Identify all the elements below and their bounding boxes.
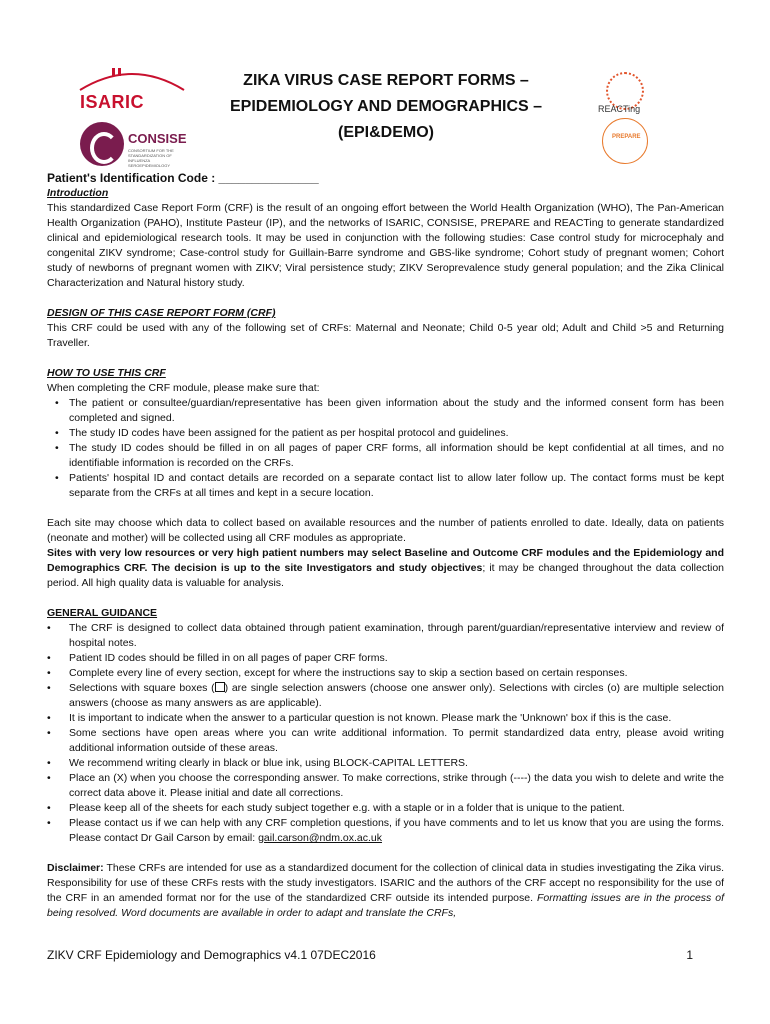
list-item: • The CRF is designed to collect data obtained through patient examination, through parent/guardian/representative interview and review of hospital notes. [47,621,724,651]
footer-doc-name: ZIKV CRF Epidemiology and Demographics v4.1 07DEC2016 [47,948,376,962]
consise-logo-icon [80,122,124,166]
site-choice-bold: Sites with very low resources or very high patient numbers may select Baseline and Outcome CRF modules and the Epidemiology and Demographics CRF. The decision is up to the site Investigators and study objectives; it may be changed throughout the data collection period. All high quality data is valuable for analysis. [47,547,724,589]
design-text: This CRF could be used with any of the following set of CRFs: Maternal and Neonate; Child 0-5 year old; Adult and Child >5 and Returning Traveller. [47,322,724,349]
list-item: • It is important to indicate when the answer to a particular question is not known. Please mark the 'Unknown' box if this is the case. [47,711,724,726]
square-box-icon [215,682,225,692]
guidance-heading: GENERAL GUIDANCE [47,607,158,619]
site-choice-text: Each site may choose which data to collect based on available resources and the number of patients enrolled to date. Ideally, data on patients (neonate and mother) will be collected using all CRF modules as appropriate. [47,517,724,544]
how-to-intro: When completing the CRF module, please make sure that: [47,382,320,394]
how-to-heading: HOW TO USE THIS CRF [47,367,166,379]
list-item: • Please contact us if we can help with any CRF completion questions, if you have comments and to let us know that you are using the forms. Please contact Dr Gail Carson by email: gail.carson@ndm.ox.ac.uk [47,816,724,846]
title-line-3: (EPI&DEMO) [338,124,434,141]
patient-id-field[interactable]: Patient's Identification Code : _______________ [47,171,319,185]
introduction-text: This standardized Case Report Form (CRF) is the result of an ongoing effort between the World Health Organization (WHO), The Pan-American Health Organization (PAHO), Institute Pasteur (IP), and the networks of ISARIC, CONSISE, PREPARE and REACTing to generate standardized clinical and epidemiological research tools. It may be used in conjunction with the following studies: Case control study for microcephaly and congenital ZIKV syndrome; Case-control study for Guillain-Barre syndrome and GBS-like syndrome; Cohort study of pregnant women; Cohort study of newborns of pregnant women with ZIKV; Viral persistence study; ZIKV Seroprevalence study general population; and the Zika Clinical Characterization and Natural history study. [47,202,724,289]
list-item: • Some sections have open areas where you can write additional information. To permit standardized data entry, please avoid writing additional information outside of these areas. [47,726,724,756]
title-line-2: EPIDEMIOLOGY AND DEMOGRAPHICS – [229,98,543,115]
list-item: • We recommend writing clearly in black or blue ink, using BLOCK-CAPITAL LETTERS. [47,756,724,771]
prepare-logo: PREPARE [612,134,641,140]
reacting-logo: REACTing [598,104,641,114]
how-to-list [47,396,724,501]
title-line-1: ZIKA VIRUS CASE REPORT FORMS – [243,72,529,89]
document-body [47,170,724,921]
list-item: • The study ID codes have been assigned for the patient as per hospital protocol and guidelines. [47,426,724,441]
list-item: • Patients' hospital ID and contact details are recorded on a separate contact list to allow later follow up. The contact forms must be kept separate from the CRFs at all times and kept in a secure location. [47,471,724,501]
list-item: • Complete every line of every section, except for where the instructions say to skip a section based on certain responses. [47,666,724,681]
contact-email-link[interactable]: gail.carson@ndm.ox.ac.uk [258,832,382,844]
list-item: • Place an (X) when you choose the corresponding answer. To make corrections, strike through (----) the data you wish to delete and write the correct data above it. Please initial and date all corrections. [47,771,724,801]
list-item: • Selections with square boxes ( ) are single selection answers (choose one answer only). Selections with circles (o) are multiple selection answers (choose as many answers as are applicable). [47,681,724,711]
prepare-logo-icon [602,118,648,164]
list-item: • The study ID codes should be filled in on all pages of paper CRF forms, all information should be kept confidential at all times, and no identifiable information is recorded on the CRFs. [47,441,724,471]
disclaimer-text: Disclaimer: These CRFs are intended for use as a standardized document for the collection of clinical data in studies investigating the Zika virus. Responsibility for use of these CRFs rests with the study investigators. ISARIC and the authors of the CRF accept no responsibility for the use of the CRF in an amended format nor for the use of the standardized CRF outside its intended purpose. Formatting issues are in the process of being resolved. Word documents are available in order to adapt and translate the CRFs, [47,862,724,919]
consise-logo: CONSISE [128,131,187,146]
introduction-heading: Introduction [47,187,109,199]
list-item: • Patient ID codes should be filled in on all pages of paper CRF forms. [47,651,724,666]
guidance-list [47,621,724,846]
list-item: • The patient or consultee/guardian/representative has been given information about the study and the informed consent form has been completed and signed. [47,396,724,426]
isaric-arc-icon [72,62,192,92]
list-item: • Please keep all of the sheets for each study subject together e.g. with a staple or in a folder that is unique to the patient. [47,801,724,816]
page-title [196,68,576,146]
isaric-logo: ISARIC [80,92,145,112]
consise-logo-subtitle: CONSORTIUM FOR THE STANDARDIZATION OF INFLUENZA SEROEPIDEMIOLOGY [128,148,174,168]
design-heading: DESIGN OF THIS CASE REPORT FORM (CRF) [47,307,276,319]
page-number: 1 [686,948,693,962]
